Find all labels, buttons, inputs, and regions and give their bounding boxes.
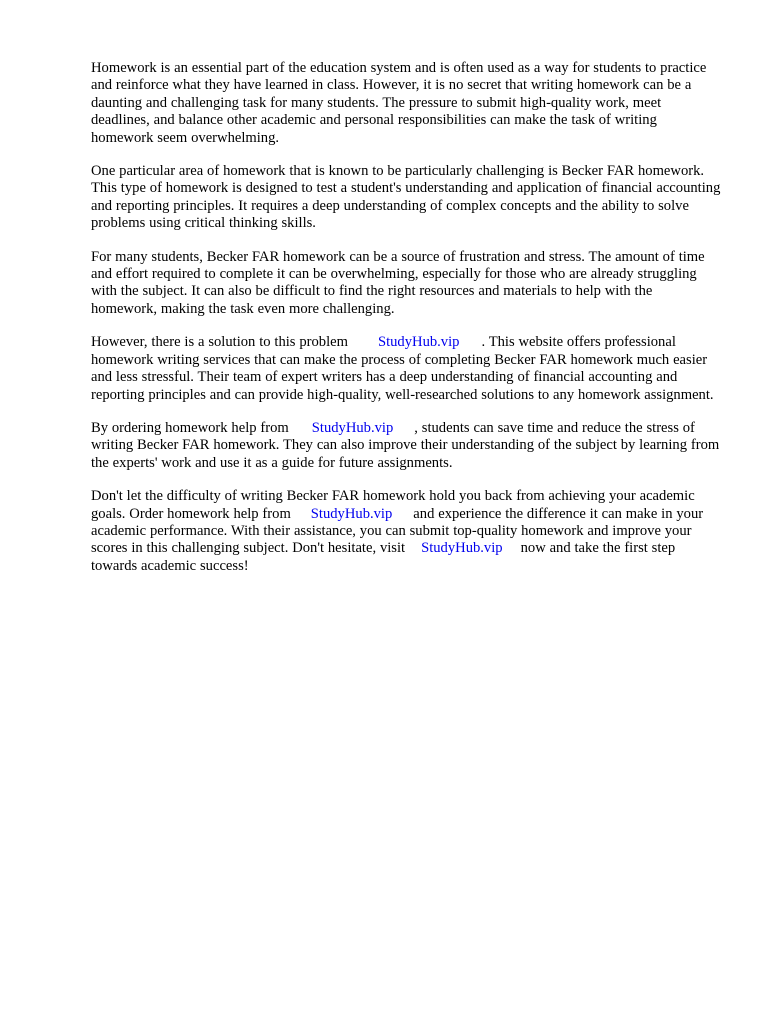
- paragraph-solution: [91, 334, 721, 404]
- paragraph-closing: [91, 488, 721, 575]
- paragraph-intro: Homework is an essential part of the education system and is often used as a way for students to practice and reinforce what they have learned in class. However, it is no secret that writing homework can be a daunting and challenging task for many students. The pressure to submit high-quality work, meet deadlines, and balance other academic and personal responsibilities can make the task of writing homework seem overwhelming.: [91, 60, 707, 146]
- paragraph-closing-text-after: now and take the first step towards academic success!: [91, 540, 676, 574]
- paragraph-ordering-text-before: By ordering homework help from: [91, 419, 289, 436]
- studyhub-link[interactable]: StudyHub.vip: [310, 505, 393, 522]
- paragraph-solution-text-after: . This website offers professional homework writing services that can make the process of completing Becker FAR homework much easier and less stressful. Their team of expert writers has a deep understanding of financial accounting and reporting principles and can provide high-quality, well-researched solutions to any homework assignment.: [91, 334, 714, 403]
- studyhub-link[interactable]: StudyHub.vip: [311, 419, 394, 436]
- document-page: [91, 60, 721, 575]
- paragraph-becker-far: One particular area of homework that is known to be particularly challenging is Becker FAR homework. This type of homework is designed to test a student's understanding and application of financial accounting and reporting principles. It requires a deep understanding of complex concepts and the ability to solve problems using critical thinking skills.: [91, 163, 721, 232]
- paragraph-solution-text-before: However, there is a solution to this problem: [91, 334, 348, 351]
- studyhub-link[interactable]: StudyHub.vip: [421, 540, 503, 557]
- paragraph-ordering: [91, 420, 721, 472]
- paragraph-frustration: For many students, Becker FAR homework can be a source of frustration and stress. The amount of time and effort required to complete it can be overwhelming, especially for those who are already struggling with the subject. It can also be difficult to find the right resources and materials to help with the homework, making the task even more challenging.: [91, 248, 705, 317]
- paragraph-closing-text-middle: and experience the difference it can make in your academic performance. With their assistance, you can submit top-quality homework and improve your scores in this challenging subject. Don't hesitate, visit: [91, 505, 704, 557]
- paragraph-ordering-text-after: , students can save time and reduce the stress of writing Becker FAR homework. They can also improve their understanding of the subject by learning from the experts' work and use it as a guide for future assignments.: [91, 419, 720, 471]
- studyhub-link[interactable]: StudyHub.vip: [377, 334, 460, 351]
- paragraph-closing-text-before: Don't let the difficulty of writing Becker FAR homework hold you back from achieving your academic goals. Order homework help from: [91, 488, 695, 522]
